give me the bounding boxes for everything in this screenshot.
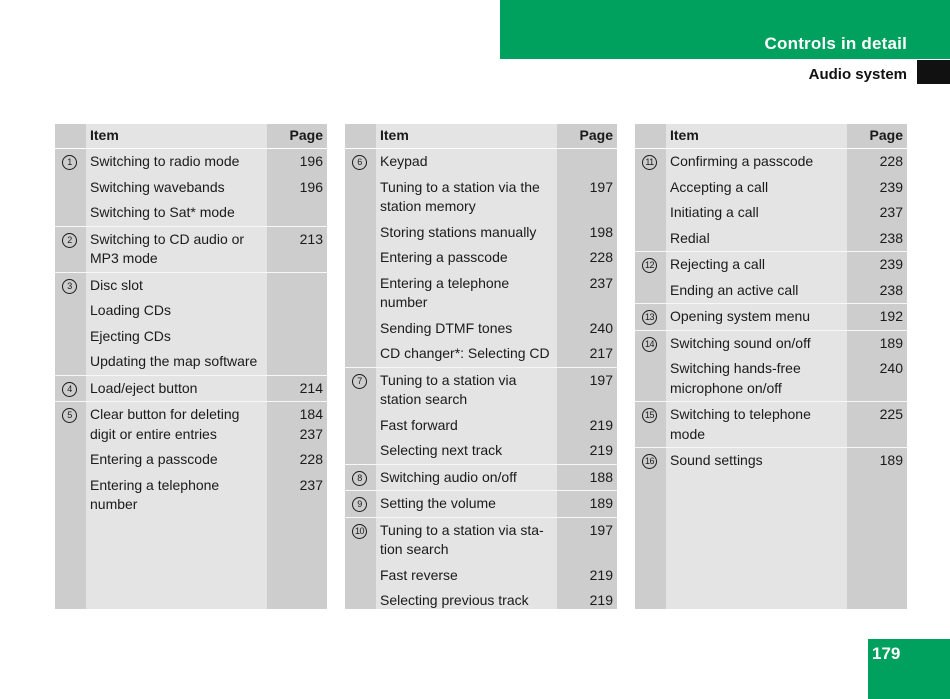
- item-text: Switching sound on/off: [670, 334, 811, 351]
- item-text: Entering a passcode: [90, 451, 218, 467]
- page-reference: 196: [299, 178, 323, 195]
- item-group: [635, 448, 907, 474]
- item-text: Tuning to a station via station search: [380, 371, 517, 407]
- page-reference: 237: [879, 204, 903, 220]
- item-text: Fast reverse: [380, 566, 458, 583]
- item-column-header: Item: [90, 127, 119, 143]
- item-text: Fast forward: [380, 416, 458, 433]
- item-group: [55, 273, 327, 376]
- callout-number-icon: 9: [352, 497, 367, 512]
- callout-number-icon: 8: [352, 471, 367, 486]
- items-table-2: [345, 124, 617, 609]
- page-reference: 228: [879, 153, 903, 169]
- callout-number-icon: 14: [642, 337, 657, 352]
- table-row: [345, 563, 617, 589]
- item-text: CD changer*: Selecting CD: [380, 345, 550, 361]
- table-row: [345, 465, 617, 491]
- table-row: [345, 149, 617, 175]
- item-text: Rejecting a call: [670, 256, 765, 272]
- item-text: Loading CDs: [90, 302, 171, 318]
- table-row: [55, 175, 327, 201]
- callout-number-icon: 2: [62, 233, 77, 248]
- table-row: [635, 149, 907, 175]
- table-row: [635, 448, 907, 474]
- table-row: [55, 324, 327, 350]
- table-row: [55, 447, 327, 473]
- item-text: Sound settings: [670, 452, 763, 468]
- item-text: Switching to Sat* mode: [90, 204, 235, 220]
- page-reference: 196: [299, 153, 323, 169]
- page-reference: 198: [589, 223, 613, 240]
- item-text: Keypad: [380, 153, 428, 169]
- page-reference: 225: [879, 406, 903, 422]
- table-row: [55, 349, 327, 375]
- item-group: [345, 368, 617, 465]
- page-column-header: Page: [869, 127, 903, 143]
- page-reference: 240: [879, 360, 903, 376]
- page-reference: 228: [589, 249, 613, 265]
- table-row: [345, 518, 617, 563]
- page-reference: 237: [299, 476, 323, 493]
- item-text: Ejecting CDs: [90, 327, 171, 344]
- items-table-3: [635, 124, 907, 609]
- section-title: Controls in detail: [764, 34, 907, 53]
- item-group: [635, 149, 907, 252]
- table-row: [55, 402, 327, 447]
- table-row: [55, 298, 327, 324]
- table-row: [345, 341, 617, 367]
- callout-number-icon: 12: [642, 258, 657, 273]
- page-reference: 238: [879, 229, 903, 246]
- item-group: [635, 252, 907, 304]
- page-reference: 219: [589, 442, 613, 458]
- table-row: [345, 316, 617, 342]
- item-text: Switching to radio mode: [90, 153, 240, 169]
- item-text: Confirming a passcode: [670, 153, 814, 169]
- table-body: [345, 149, 617, 614]
- item-text: Tuning to a station via sta-tion search: [380, 521, 544, 557]
- callout-number-icon: 5: [62, 408, 77, 423]
- callout-number-icon: 3: [62, 279, 77, 294]
- table-row: [345, 413, 617, 439]
- callout-number-icon: 15: [642, 408, 657, 423]
- item-group: [345, 518, 617, 614]
- table-row: [635, 278, 907, 304]
- item-text: Accepting a call: [670, 178, 769, 195]
- callout-number-icon: 1: [62, 155, 77, 170]
- item-group: [635, 402, 907, 448]
- page-reference: 217: [589, 345, 613, 361]
- page-reference: 189: [589, 495, 613, 511]
- table-row: [345, 438, 617, 464]
- page-reference: 189: [879, 334, 903, 351]
- table-row: [635, 304, 907, 330]
- table-header: [345, 124, 617, 149]
- table-row: [345, 245, 617, 271]
- item-text: Selecting next track: [380, 442, 503, 458]
- page-reference: 197: [589, 371, 613, 388]
- table-row: [635, 356, 907, 401]
- item-group: [345, 149, 617, 368]
- page-reference: 219: [589, 566, 613, 583]
- item-group: [55, 376, 327, 403]
- table-header: [55, 124, 327, 149]
- page-reference: 192: [879, 308, 903, 324]
- subsection-title: Audio system: [808, 66, 907, 83]
- item-group: [635, 304, 907, 331]
- page-column-header: Page: [579, 127, 613, 143]
- page-reference: 188: [589, 468, 613, 485]
- page-reference: 184 237: [299, 406, 323, 442]
- table-row: [345, 491, 617, 517]
- item-text: Disc slot: [90, 276, 143, 293]
- items-table-1: [55, 124, 327, 609]
- item-group: [345, 465, 617, 492]
- page-reference: 213: [299, 230, 323, 247]
- callout-number-icon: 6: [352, 155, 367, 170]
- table-row: [55, 200, 327, 226]
- item-text: Switching audio on/off: [380, 468, 517, 485]
- table-row: [345, 271, 617, 316]
- page-reference: 240: [589, 319, 613, 336]
- callout-number-icon: 4: [62, 382, 77, 397]
- table-row: [345, 368, 617, 413]
- table-header: [635, 124, 907, 149]
- page-reference: 237: [589, 274, 613, 291]
- item-text: Clear button for deleting digit or entire entries: [90, 406, 240, 442]
- table-row: [55, 273, 327, 299]
- table-row: [635, 402, 907, 447]
- item-text: Switching to CD audio or MP3 mode: [90, 230, 245, 266]
- callout-number-icon: 11: [642, 155, 657, 170]
- item-text: Switching hands-free microphone on/off: [670, 360, 801, 396]
- item-column-header: Item: [670, 127, 699, 143]
- table-row: [635, 200, 907, 226]
- item-text: Switching wavebands: [90, 178, 225, 195]
- item-text: Redial: [670, 229, 710, 246]
- table-row: [55, 376, 327, 402]
- table-row: [635, 226, 907, 252]
- table-row: [635, 175, 907, 201]
- page-reference: 197: [589, 521, 613, 538]
- item-text: Entering a telephone number: [90, 476, 220, 512]
- item-group: [55, 227, 327, 273]
- page-reference: 189: [879, 452, 903, 468]
- callout-number-icon: 16: [642, 454, 657, 469]
- page-reference: 197: [589, 178, 613, 195]
- table-row: [345, 175, 617, 220]
- item-column-header: Item: [380, 127, 409, 143]
- table-row: [55, 149, 327, 175]
- item-text: Entering a telephone number: [380, 274, 510, 310]
- item-group: [345, 491, 617, 518]
- page-reference: 228: [299, 451, 323, 467]
- table-row: [55, 473, 327, 518]
- item-text: Updating the map software: [90, 353, 258, 369]
- page-reference: 238: [879, 281, 903, 298]
- callout-number-icon: 13: [642, 310, 657, 325]
- item-text: Tuning to a station via the station memory: [380, 178, 540, 214]
- item-text: Initiating a call: [670, 204, 759, 220]
- page-reference: 219: [589, 592, 613, 608]
- item-text: Switching to telephone mode: [670, 406, 811, 442]
- page-column-header: Page: [289, 127, 323, 143]
- item-group: [635, 331, 907, 403]
- item-group: [55, 149, 327, 227]
- table-body: [635, 149, 907, 474]
- item-text: Sending DTMF tones: [380, 319, 513, 336]
- section-tab-marker: [917, 60, 950, 84]
- table-row: [635, 252, 907, 278]
- page-reference: 239: [879, 178, 903, 195]
- item-text: Selecting previous track: [380, 592, 529, 608]
- page-reference: 219: [589, 416, 613, 433]
- item-text: Storing stations manually: [380, 223, 537, 240]
- page-reference: 214: [299, 379, 323, 396]
- item-text: Opening system menu: [670, 308, 811, 324]
- callout-number-icon: 10: [352, 524, 367, 539]
- item-text: Setting the volume: [380, 495, 496, 511]
- table-body: [55, 149, 327, 518]
- item-group: [55, 402, 327, 518]
- table-row: [345, 220, 617, 246]
- page-reference: 239: [879, 256, 903, 272]
- table-row: [345, 588, 617, 614]
- item-text: Entering a passcode: [380, 249, 508, 265]
- item-text: Ending an active call: [670, 281, 799, 298]
- item-text: Load/eject button: [90, 379, 198, 396]
- callout-number-icon: 7: [352, 374, 367, 389]
- page-number: 179: [872, 644, 901, 663]
- table-row: [55, 227, 327, 272]
- table-row: [635, 331, 907, 357]
